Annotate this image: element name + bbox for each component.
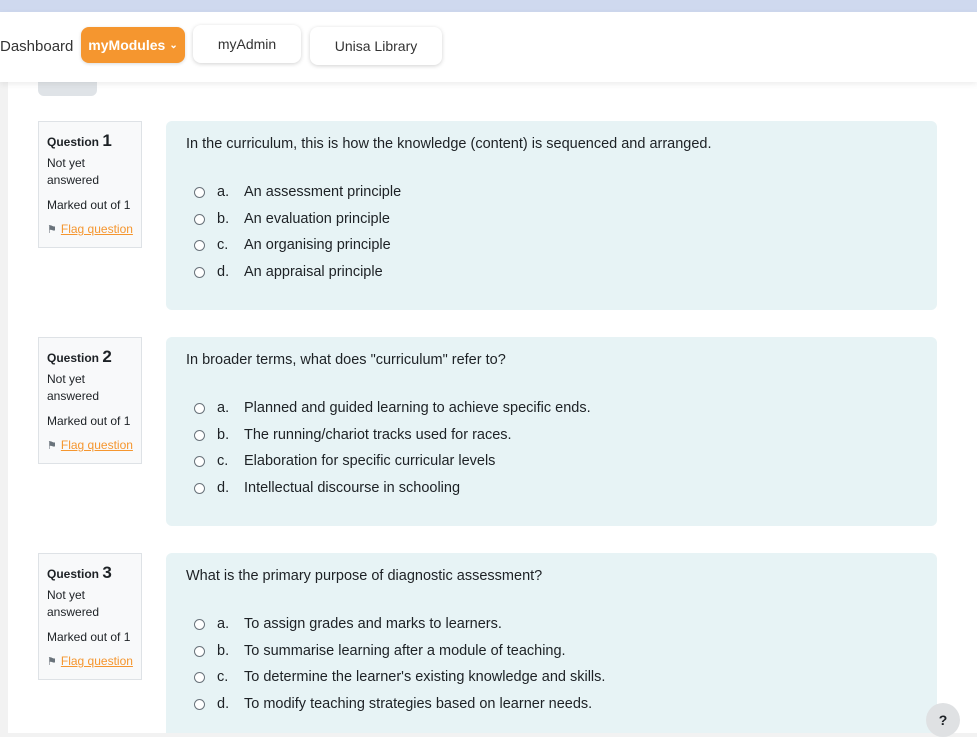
answer-option[interactable] [194, 616, 502, 632]
answer-text: To determine the learner's existing knowledge and skills. [244, 669, 606, 685]
question-number-value: 2 [102, 347, 112, 366]
radio-button[interactable] [194, 672, 205, 683]
flag-icon: ⚑ [47, 224, 57, 236]
answer-letter: b. [217, 643, 230, 659]
answer-letter: b. [217, 427, 230, 443]
answer-letter: b. [217, 211, 230, 227]
answer-text: To summarise learning after a module of teaching. [244, 643, 566, 659]
flag-question-label: Flag question [60, 438, 133, 452]
question-number [47, 563, 141, 583]
answer-text: An appraisal principle [244, 264, 383, 280]
radio-button[interactable] [194, 699, 205, 710]
question-content-1 [166, 121, 937, 310]
answer-option[interactable] [194, 211, 390, 227]
nav-mymodules-label: myModules [88, 37, 166, 53]
question-label: Question [47, 567, 100, 581]
question-state: Not yet answered [47, 588, 100, 619]
answer-option[interactable] [194, 264, 383, 280]
answer-option[interactable] [194, 643, 566, 659]
radio-button[interactable] [194, 430, 205, 441]
nav-myadmin-label: myAdmin [217, 36, 277, 52]
question-info-2 [38, 337, 142, 464]
question-state: Not yet answered [47, 156, 100, 187]
question-number [47, 347, 141, 367]
chevron-down-icon: ⌄ [169, 39, 178, 51]
question-text: In the curriculum, this is how the knowledge (content) is sequenced and arranged. [186, 136, 712, 152]
question-text: In broader terms, what does "curriculum" refer to? [186, 352, 506, 368]
answer-text: The running/chariot tracks used for races. [244, 427, 512, 443]
answer-text: To assign grades and marks to learners. [244, 616, 502, 632]
question-state: Not yet answered [47, 372, 100, 403]
answer-letter: c. [217, 669, 229, 685]
answer-option[interactable] [194, 184, 401, 200]
nav-myadmin-button[interactable] [193, 25, 301, 63]
radio-button[interactable] [194, 456, 205, 467]
answer-text: Planned and guided learning to achieve specific ends. [244, 400, 591, 416]
question-number [47, 131, 141, 151]
answer-option[interactable] [194, 453, 495, 469]
answer-option[interactable] [194, 480, 460, 496]
answer-text: Intellectual discourse in schooling [244, 480, 461, 496]
radio-button[interactable] [194, 403, 205, 414]
answer-text: An assessment principle [244, 184, 402, 200]
question-info-3 [38, 553, 142, 680]
answer-option[interactable] [194, 427, 512, 443]
question-text: What is the primary purpose of diagnostic assessment? [186, 568, 543, 584]
flag-question-label: Flag question [60, 654, 133, 668]
answer-letter: c. [217, 453, 229, 469]
radio-button[interactable] [194, 187, 205, 198]
answer-letter: d. [217, 696, 230, 712]
question-label: Question [47, 135, 100, 149]
question-grade: Marked out of 1 [47, 198, 131, 212]
nav-dashboard-link[interactable]: Dashboard [0, 38, 74, 55]
top-navbar [0, 12, 977, 82]
answer-text: An evaluation principle [244, 211, 390, 227]
question-content-3 [166, 553, 937, 733]
answer-text: An organising principle [244, 237, 391, 253]
radio-button[interactable] [194, 267, 205, 278]
nav-library-button[interactable] [310, 27, 442, 65]
answer-text: To modify teaching strategies based on learner needs. [244, 696, 593, 712]
question-label: Question [47, 351, 100, 365]
answer-letter: d. [217, 480, 230, 496]
radio-button[interactable] [194, 619, 205, 630]
answer-letter: d. [217, 264, 230, 280]
question-number-value: 1 [102, 131, 112, 150]
question-info-1 [38, 121, 142, 248]
radio-button[interactable] [194, 483, 205, 494]
radio-button[interactable] [194, 646, 205, 657]
answer-letter: a. [217, 616, 230, 632]
answer-option[interactable] [194, 696, 592, 712]
question-grade: Marked out of 1 [47, 630, 131, 644]
flag-question-label: Flag question [60, 222, 133, 236]
nav-mymodules-button[interactable] [81, 27, 185, 63]
flag-question-link[interactable] [47, 653, 141, 671]
flag-icon: ⚑ [47, 440, 57, 452]
answer-option[interactable] [194, 400, 591, 416]
help-button[interactable]: ? [926, 703, 960, 737]
radio-button[interactable] [194, 214, 205, 225]
nav-library-label: Unisa Library [334, 38, 418, 54]
answer-option[interactable] [194, 669, 605, 685]
answer-letter: a. [217, 184, 230, 200]
answer-option[interactable] [194, 237, 391, 253]
question-grade: Marked out of 1 [47, 414, 131, 428]
question-number-value: 3 [102, 563, 112, 582]
answer-letter: c. [217, 237, 229, 253]
answer-letter: a. [217, 400, 230, 416]
flag-icon: ⚑ [47, 656, 57, 668]
answer-text: Elaboration for specific curricular levels [244, 453, 496, 469]
question-content-2 [166, 337, 937, 526]
radio-button[interactable] [194, 240, 205, 251]
flag-question-link[interactable] [47, 221, 141, 239]
flag-question-link[interactable] [47, 437, 141, 455]
